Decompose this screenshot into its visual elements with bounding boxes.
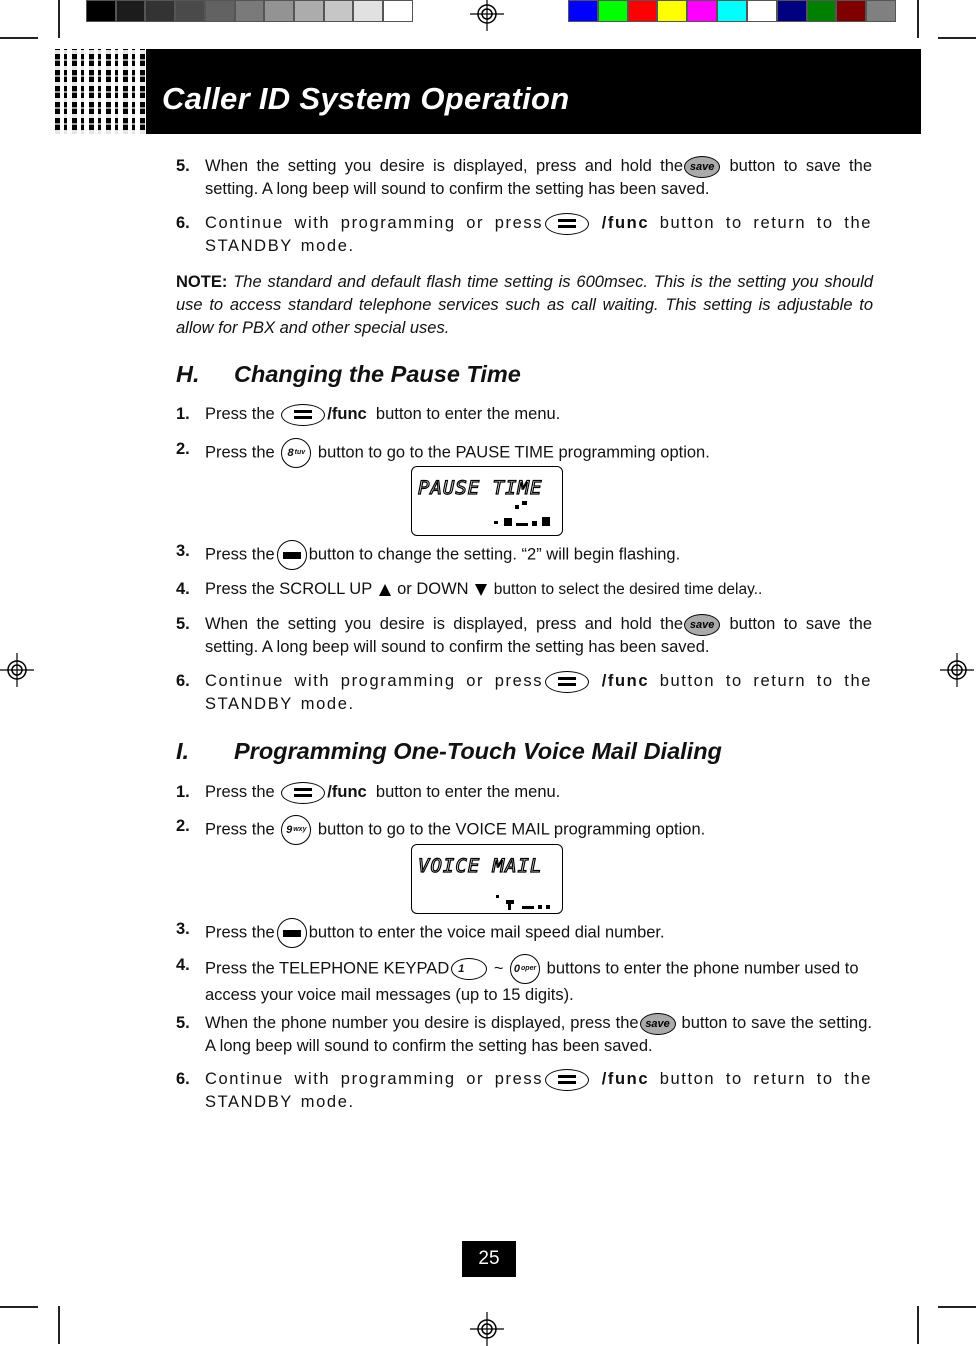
step-i5: 5. When the phone number you desire is displayed, press the save button to save the setting. A long beep will sound to confirm the setting has been saved. bbox=[176, 1014, 872, 1055]
registration-mark-icon bbox=[0, 653, 34, 687]
lcd-display-voice-mail bbox=[411, 844, 563, 914]
calibration-swatch bbox=[568, 0, 598, 22]
crop-mark bbox=[0, 1306, 38, 1308]
calibration-swatch bbox=[836, 0, 866, 22]
calibration-swatch bbox=[175, 0, 205, 22]
save-button-icon: save bbox=[684, 614, 720, 636]
crop-mark bbox=[938, 1306, 976, 1308]
step-i6: 6. Continue with programming or press /func button to return to the STANDBY mode. bbox=[176, 1070, 873, 1111]
menu-button-icon bbox=[545, 213, 589, 235]
page-number: 25 bbox=[462, 1241, 516, 1277]
step-h4: 4. Press the SCROLL UP or DOWN button to select the desired time delay.. bbox=[176, 580, 763, 598]
lcd-text: PAUSE TIME bbox=[418, 477, 543, 499]
calibration-swatch bbox=[205, 0, 235, 22]
menu-button-icon bbox=[281, 782, 325, 804]
section-heading-h: H. Changing the Pause Time bbox=[176, 361, 521, 387]
step-h3: 3. Press the button to change the setting. “2” will begin flashing. bbox=[176, 540, 872, 570]
calibration-swatch bbox=[717, 0, 747, 22]
calibration-swatch bbox=[324, 0, 354, 22]
calibration-swatch bbox=[747, 0, 777, 22]
lcd-display-pause-time bbox=[411, 466, 563, 536]
crop-mark bbox=[58, 1306, 60, 1344]
menu-button-icon bbox=[545, 1069, 589, 1091]
calibration-swatch bbox=[235, 0, 265, 22]
calibration-swatch bbox=[116, 0, 146, 22]
step-h6: 6. Continue with programming or press /func button to return to the STANDBY mode. bbox=[176, 672, 873, 713]
page-header bbox=[146, 49, 921, 134]
step-i4: 4. Press the TELEPHONE KEYPAD 1 ~ 0 oper buttons to enter the phone number used to access your voice mail messages (up to 15 digits). bbox=[176, 956, 859, 1004]
crop-mark bbox=[0, 37, 38, 39]
key-8-icon: 8 tuv bbox=[281, 438, 311, 468]
key-9-icon: 9 wxy bbox=[281, 815, 311, 845]
step-h5: 5. When the setting you desire is displayed, press and hold the save button to save the setting. A long beep will sound to confirm the setting has been saved. bbox=[176, 615, 872, 656]
crop-mark bbox=[58, 0, 60, 38]
scroll-down-icon bbox=[475, 584, 487, 596]
calibration-swatch bbox=[657, 0, 687, 22]
crop-mark bbox=[917, 0, 919, 38]
crop-mark bbox=[938, 37, 976, 39]
scroll-up-icon bbox=[379, 584, 391, 596]
page-title: Caller ID System Operation bbox=[162, 81, 570, 116]
registration-mark-icon bbox=[470, 1312, 504, 1346]
calibration-swatch bbox=[86, 0, 116, 22]
calibration-swatch bbox=[777, 0, 807, 22]
save-button-icon: save bbox=[640, 1013, 676, 1035]
calibration-swatch bbox=[264, 0, 294, 22]
lcd-text: VOICE MAIL bbox=[418, 855, 543, 877]
registration-mark-icon bbox=[470, 0, 504, 31]
key-0-icon: 0 oper bbox=[510, 954, 540, 984]
step-h1: 1. Press the /func button to enter the menu. bbox=[176, 403, 872, 426]
crop-mark bbox=[917, 1306, 919, 1344]
grayscale-calibration-bar bbox=[86, 0, 413, 22]
save-button-icon: save bbox=[684, 156, 720, 178]
menu-button-icon bbox=[545, 671, 589, 693]
step-h2: 2. Press the 8 tuv button to go to the PAUSE TIME programming option. bbox=[176, 438, 872, 468]
pattern-graphic-overlay bbox=[55, 49, 146, 134]
step-g5: 5. When the setting you desire is displayed, press and hold the save button to save the setting. A long beep will sound to confirm the setting has been saved. bbox=[176, 157, 872, 198]
step-i2: 2. Press the 9 wxy button to go to the VOICE MAIL programming option. bbox=[176, 815, 872, 845]
calibration-swatch bbox=[866, 0, 896, 22]
color-calibration-bar bbox=[568, 0, 896, 22]
calibration-swatch bbox=[598, 0, 628, 22]
step-i1: 1. Press the /func button to enter the menu. bbox=[176, 781, 872, 804]
menu-button-icon bbox=[281, 404, 325, 426]
select-button-icon bbox=[277, 918, 307, 948]
calibration-swatch bbox=[687, 0, 717, 22]
registration-mark-icon bbox=[940, 653, 974, 687]
calibration-swatch bbox=[353, 0, 383, 22]
note-flash-time: NOTE: The standard and default flash time setting is 600msec. This is the setting you should use to access standard telephone services such as call waiting. This setting is adjustable to allow for PBX and other special uses. bbox=[176, 273, 873, 337]
step-g6: 6. Continue with programming or press /func button to return to the STANDBY mode. bbox=[176, 214, 873, 255]
calibration-swatch bbox=[145, 0, 175, 22]
section-heading-i: I. Programming One-Touch Voice Mail Dialing bbox=[176, 738, 722, 764]
calibration-swatch bbox=[628, 0, 658, 22]
calibration-swatch bbox=[807, 0, 837, 22]
calibration-swatch bbox=[294, 0, 324, 22]
step-i3: 3. Press the button to enter the voice mail speed dial number. bbox=[176, 918, 872, 948]
select-button-icon bbox=[277, 540, 307, 570]
calibration-swatch bbox=[383, 0, 413, 22]
key-1-icon: 1 bbox=[451, 958, 487, 980]
